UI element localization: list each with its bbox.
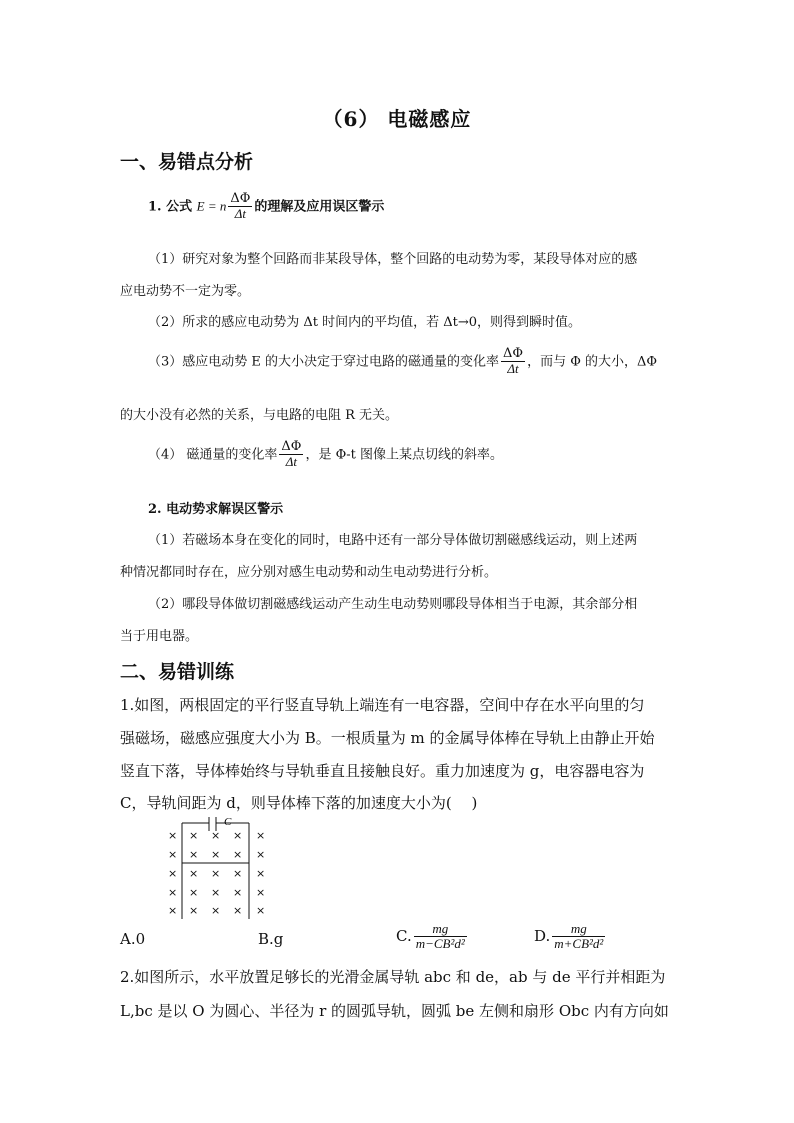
item2-label: 2. 电动势求解误区警示 <box>148 502 284 517</box>
item1-p2: （2）所求的感应电动势为 Δt 时间内的平均值，若 Δt→0，则得到瞬时值。 <box>148 315 582 330</box>
item1-p3-post: ，而与 Φ 的大小，ΔΦ <box>527 354 658 370</box>
magnetic-field <box>168 829 265 917</box>
q1-option-a: A.0 <box>120 930 146 948</box>
item1-p3-frac-num: ΔΦ <box>503 346 524 361</box>
field-cross: × <box>211 867 221 880</box>
field-cross: × <box>189 829 199 842</box>
field-cross: × <box>211 848 221 861</box>
item1-p4-post: ，是 Φ-t 图像上某点切线的斜率。 <box>305 447 503 463</box>
field-cross: × <box>168 848 178 861</box>
item1-formula-fraction <box>228 192 252 222</box>
field-cross: × <box>233 848 243 861</box>
item1-frac-den: Δt <box>234 206 246 222</box>
q1-option-d-fraction <box>552 922 605 952</box>
item2-p1-line2: 种情况都同时存在，应分别对感生电动势和动生电动势进行分析。 <box>120 565 498 580</box>
item1-p4-pre: （4） 磁通量的变化率 <box>148 447 278 463</box>
item1-p1-line2: 应电动势不一定为零。 <box>120 284 251 299</box>
q1-option-c-fraction <box>414 922 467 952</box>
field-cross: × <box>256 848 266 861</box>
field-cross: × <box>256 904 266 917</box>
item1-frac-num: ΔΦ <box>230 191 251 206</box>
item1-p4 <box>148 440 503 470</box>
q1-figure <box>160 815 280 921</box>
item2-p1-line1: （1）若磁场本身在变化的同时，电路中还有一部分导体做切割磁感线运动，则上述两 <box>148 533 638 548</box>
q2-line2: L,bc 是以 O 为圆心、半径为 r 的圆弧导轨，圆弧 be 左侧和扇形 Obc 内有方向如 <box>120 1002 669 1020</box>
item1-p3-fraction <box>501 347 525 377</box>
item1-p4-frac-den: Δt <box>285 454 298 470</box>
field-cross: × <box>233 867 243 880</box>
q1-option-c-label: C. <box>396 926 412 945</box>
field-cross: × <box>233 886 243 899</box>
field-cross: × <box>189 848 199 861</box>
item1-p3-frac-den: Δt <box>507 361 519 377</box>
q1-option-d-den: m+CB²d² <box>554 936 604 952</box>
item1-label-prefix: 1. 公式 <box>148 199 193 215</box>
q1-option-d <box>534 922 607 952</box>
item1-p3-line2: 的大小没有必然的关系，与电路的电阻 R 无关。 <box>120 408 399 423</box>
item1-formula-lhs: E = n <box>196 198 227 214</box>
field-cross: × <box>189 886 199 899</box>
item1-p3 <box>148 347 657 377</box>
section2-heading: 二、易错训练 <box>120 661 235 683</box>
item2-p2-line1: （2）哪段导体做切割磁感线运动产生动生电动势则哪段导体相当于电源，其余部分相 <box>148 597 638 612</box>
field-cross: × <box>189 867 199 880</box>
capacitor-label: C <box>224 816 232 828</box>
field-cross: × <box>256 829 266 842</box>
field-cross: × <box>168 886 178 899</box>
field-cross: × <box>211 904 221 917</box>
q1-option-b: B.g <box>258 930 284 948</box>
q1-line1: 1.如图，两根固定的平行竖直导轨上端连有一电容器，空间中存在水平向里的匀 <box>120 696 645 714</box>
field-cross: × <box>233 904 243 917</box>
item2-p2-line2: 当于用电器。 <box>120 629 199 644</box>
field-cross: × <box>211 829 221 842</box>
page-title: （6） 电磁感应 <box>322 107 472 131</box>
field-cross: × <box>211 886 221 899</box>
item1-p4-frac-num: ΔΦ <box>281 439 302 454</box>
item1-label <box>148 192 384 222</box>
field-cross: × <box>168 867 178 880</box>
field-cross: × <box>189 904 199 917</box>
q1-option-c-den: m−CB²d² <box>415 936 465 952</box>
q1-option-c-num: mg <box>414 922 467 937</box>
field-cross: × <box>256 867 266 880</box>
section1-heading: 一、易错点分析 <box>120 151 254 173</box>
item1-p3-pre: （3）感应电动势 E 的大小决定于穿过电路的磁通量的变化率 <box>148 354 500 370</box>
q1-option-c <box>396 922 469 952</box>
q1-option-d-label: D. <box>534 926 551 945</box>
q1-option-d-num: mg <box>552 922 605 937</box>
item1-label-suffix: 的理解及应用误区警示 <box>254 199 385 215</box>
field-cross: × <box>233 829 243 842</box>
q1-line2: 强磁场，磁感应强度大小为 B。一根质量为 m 的金属导体棒在导轨上由静止开始 <box>120 729 655 747</box>
item1-p4-fraction <box>279 440 303 470</box>
q2-line1: 2.如图所示，水平放置足够长的光滑金属导轨 abc 和 de，ab 与 de 平行并相距为 <box>120 968 666 986</box>
field-cross: × <box>168 904 178 917</box>
field-cross: × <box>256 886 266 899</box>
q1-line3: 竖直下落，导体棒始终与导轨垂直且接触良好。重力加速度为 g，电容器电容为 <box>120 762 645 780</box>
q1-line4: C，导轨间距为 d，则导体棒下落的加速度大小为( ) <box>120 794 478 812</box>
item1-p1-line1: （1）研究对象为整个回路而非某段导体，整个回路的电动势为零，某段导体对应的感 <box>148 252 638 267</box>
field-cross: × <box>168 829 178 842</box>
